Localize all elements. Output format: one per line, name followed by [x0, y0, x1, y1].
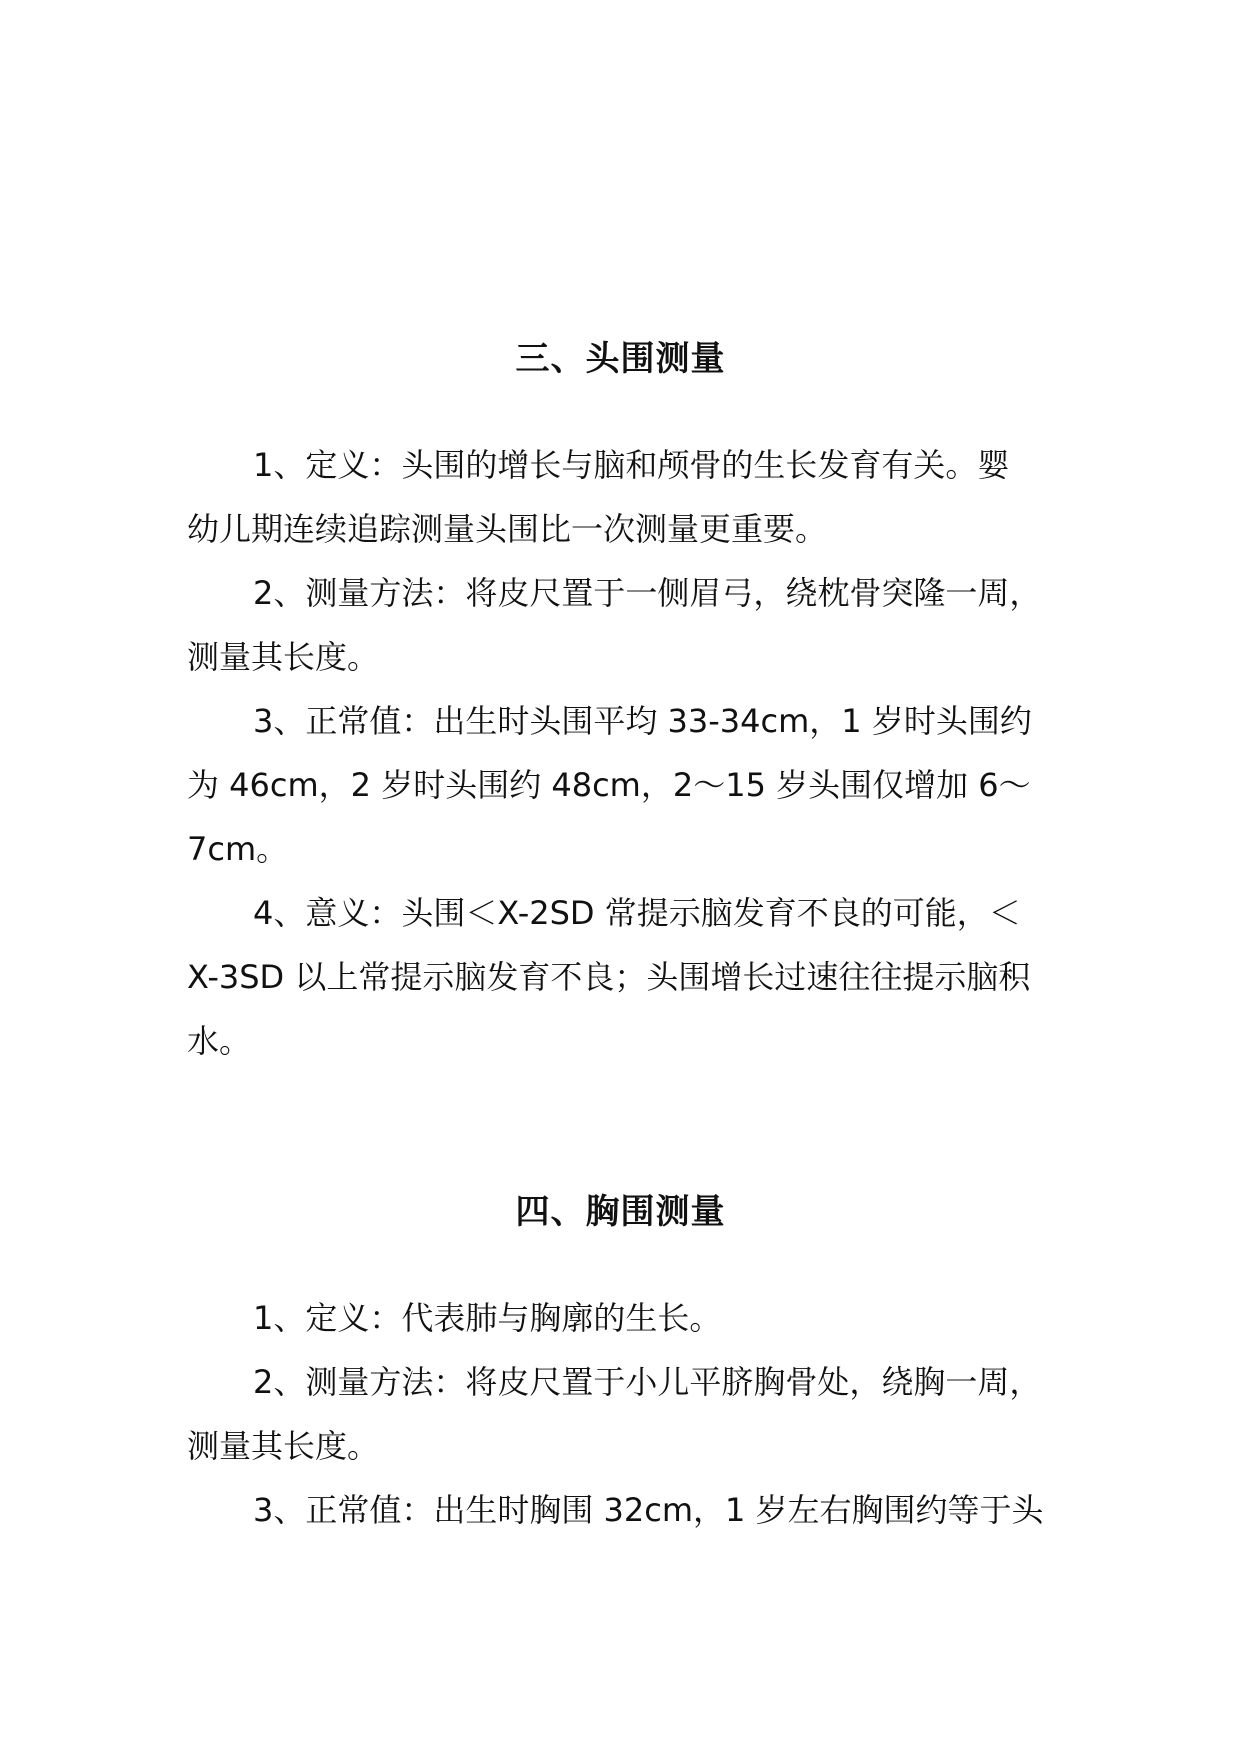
- section-heading-head-circumference: 三、头围测量: [515, 339, 726, 379]
- paragraph-line: 为 46cm，2 岁时头围约 48cm，2～15 岁头围仅增加 6～: [187, 766, 1031, 804]
- paragraph-line: 测量其长度。: [187, 1427, 380, 1465]
- paragraph-line: 1、定义：头围的增长与脑和颅骨的生长发育有关。婴: [253, 446, 1010, 484]
- paragraph-line: 测量其长度。: [187, 638, 380, 676]
- paragraph-line: 2、测量方法：将皮尺置于小儿平脐胸骨处，绕胸一周，: [253, 1363, 1042, 1401]
- paragraph-line: 3、正常值：出生时头围平均 33-34cm，1 岁时头围约: [253, 702, 1032, 740]
- paragraph-line: 4、意义：头围＜X-2SD 常提示脑发育不良的可能，＜: [253, 894, 1021, 932]
- paragraph-line: 2、测量方法：将皮尺置于一侧眉弓，绕枕骨突隆一周，: [253, 574, 1042, 612]
- section-heading-chest-circumference: 四、胸围测量: [515, 1192, 726, 1232]
- paragraph-line: 幼儿期连续追踪测量头围比一次测量更重要。: [187, 510, 828, 548]
- paragraph-line: 1、定义：代表肺与胸廓的生长。: [253, 1299, 722, 1337]
- paragraph-line: 水。: [187, 1022, 252, 1060]
- paragraph-line: X-3SD 以上常提示脑发育不良；头围增长过速往往提示脑积: [187, 958, 1031, 996]
- paragraph-line: 3、正常值：出生时胸围 32cm，1 岁左右胸围约等于头: [253, 1491, 1044, 1529]
- paragraph-line: 7cm。: [187, 830, 289, 868]
